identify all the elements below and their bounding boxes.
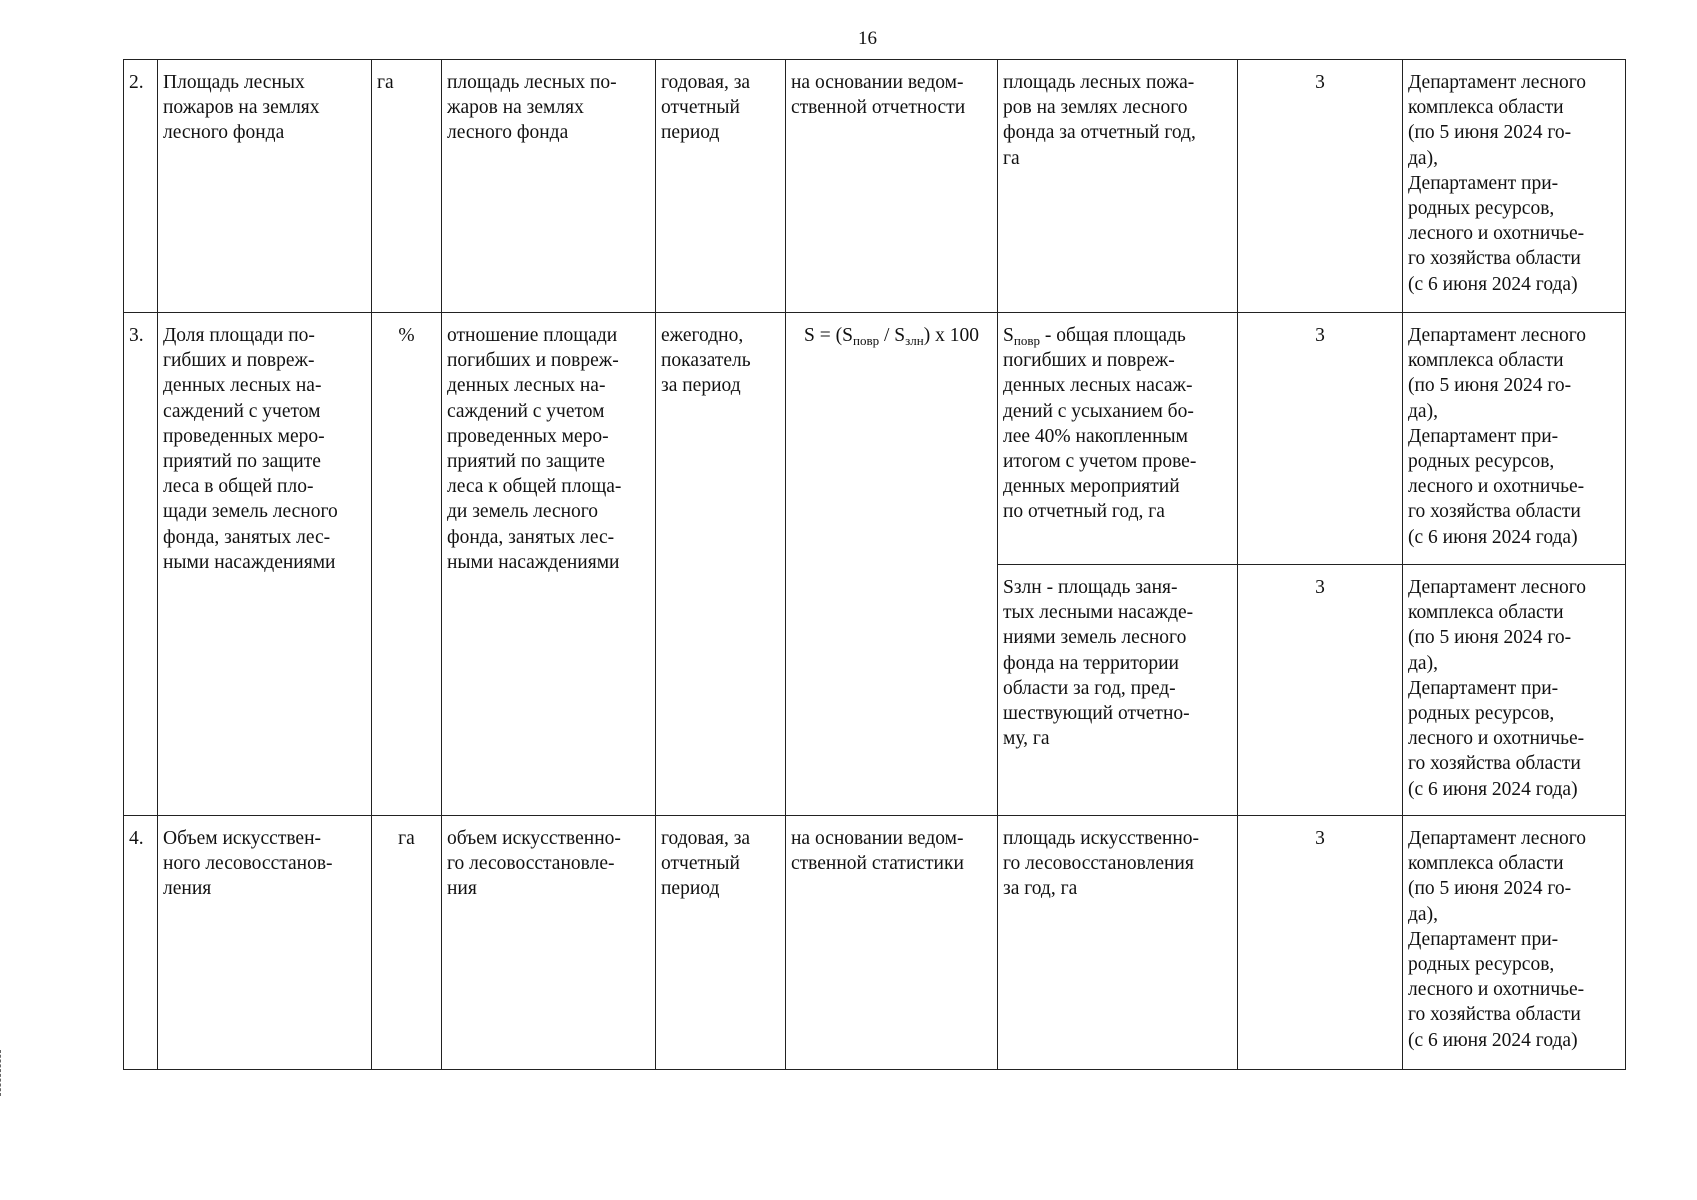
indicator-text: - общая площадь погибших и повреж- денных лесных насаж- дений с усыханием бо- лее 40% накопленным итогом с учетом прове- денных мероприятий по отчетный год, га <box>1003 325 1197 523</box>
indicators-table <box>123 59 1626 1070</box>
method-cell: на основании ведом- ственной статистики <box>786 816 998 1070</box>
table-row <box>124 816 1626 1070</box>
definition-cell: отношение площади погибших и повреж- денных лесных на- саждений с учетом проведенных меро- приятий по защите леса к общей площа- ди земель лесного фонда, занятых лес- ными насаждениями <box>442 313 656 816</box>
responsible-cell: Департамент лесного комплекса области (по 5 июня 2024 го- да), Департамент при- родных ресурсов, лесного и охотничье- го хозяйства области (с 6 июня 2024 года) <box>1403 565 1626 816</box>
periodicity-cell: годовая, за отчетный период <box>656 60 786 313</box>
formula-mid: / S <box>879 325 906 346</box>
definition-cell: объем искусственно- го лесовосстановле- ния <box>442 816 656 1070</box>
indicator-name: Доля площади по- гибших и повреж- денных лесных на- саждений с учетом проведенных меро- приятий по защите леса в общей пло- щади земель лесного фонда, занятых лес- ными насаждениями <box>158 313 372 816</box>
indicator-name: Площадь лесных пожаров на землях лесного фонда <box>158 60 372 313</box>
table-row <box>124 60 1626 313</box>
row-number: 3. <box>124 313 158 816</box>
periodicity-cell: ежегодно, показатель за период <box>656 313 786 816</box>
responsible-cell: Департамент лесного комплекса области (по 5 июня 2024 го- да), Департамент при- родных ресурсов, лесного и охотничье- го хозяйства области (с 6 июня 2024 года) <box>1403 60 1626 313</box>
responsible-cell: Департамент лесного комплекса области (по 5 июня 2024 го- да), Департамент при- родных ресурсов, лесного и охотничье- го хозяйства области (с 6 июня 2024 года) <box>1403 816 1626 1070</box>
basic-indicator-cell: площадь искусственно- го лесовосстановления за год, га <box>998 816 1238 1070</box>
formula-suffix: ) x 100 <box>923 325 979 346</box>
periodicity-cell: годовая, за отчетный период <box>656 816 786 1070</box>
formula-sub-zln: злн <box>905 333 924 348</box>
basic-indicator-cell <box>998 313 1238 565</box>
source-cell: 3 <box>1238 313 1403 565</box>
unit-cell: га <box>372 816 442 1070</box>
method-cell: на основании ведом- ственной отчетности <box>786 60 998 313</box>
table-row <box>124 313 1626 565</box>
source-cell: 3 <box>1238 60 1403 313</box>
responsible-cell: Департамент лесного комплекса области (по 5 июня 2024 го- да), Департамент при- родных ресурсов, лесного и охотничье- го хозяйства области (с 6 июня 2024 года) <box>1403 313 1626 565</box>
indicator-symbol: S <box>1003 325 1014 346</box>
unit-cell: га <box>372 60 442 313</box>
formula-prefix: S = (S <box>804 325 853 346</box>
indicator-symbol-sub: повр <box>1013 333 1040 348</box>
definition-cell: площадь лесных по- жаров на землях лесного фонда <box>442 60 656 313</box>
basic-indicator-cell: Sзлн - площадь заня- тых лесными насажде- ниями земель лесного фонда на территории области за год, пред- шествующий отчетно- му, га <box>998 565 1238 816</box>
source-cell: 3 <box>1238 816 1403 1070</box>
unit-cell: % <box>372 313 442 816</box>
formula-cell <box>786 313 998 816</box>
row-number: 2. <box>124 60 158 313</box>
row-number: 4. <box>124 816 158 1070</box>
scan-edge-mark <box>0 1050 4 1096</box>
formula-sub-povr: повр <box>852 333 880 348</box>
page-number: 16 <box>858 28 877 49</box>
indicator-name: Объем искусствен- ного лесовосстанов- ления <box>158 816 372 1070</box>
source-cell: 3 <box>1238 565 1403 816</box>
basic-indicator-cell: площадь лесных пожа- ров на землях лесного фонда за отчетный год, га <box>998 60 1238 313</box>
